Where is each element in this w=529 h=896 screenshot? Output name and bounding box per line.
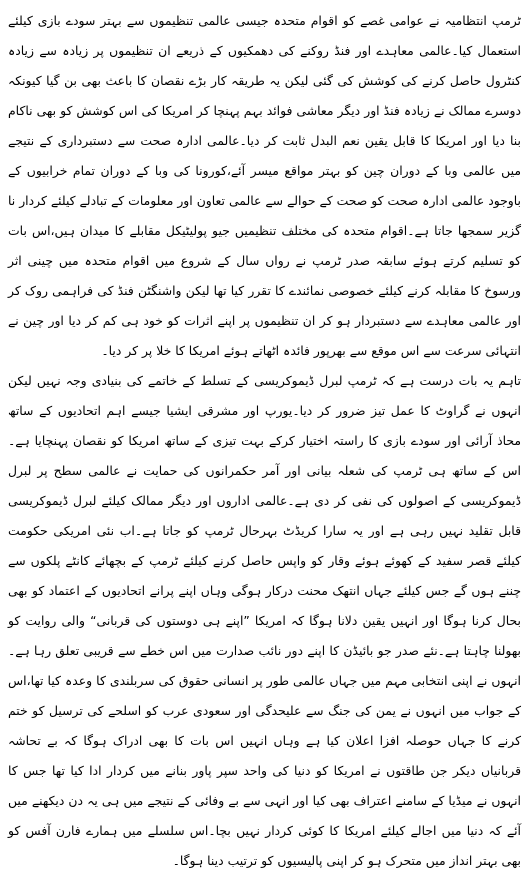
- article-paragraph-2: تاہم یہ بات درست ہے کہ ٹرمپ لبرل ڈیموکریسی کے تسلط کے خاتمے کی بنیادی وجہ نہیں لیکن انہوں نے گراوٹ کا عمل تیز ضرور کر دیا۔یورپ اور مشرقی ایشیا جیسے اہم اتحادیوں کے ساتھ محاذ آرائی اور سودے بازی کا راستہ اختیار کرکے بہت تیزی کے ساتھ امریکا کو نقصان پہنچایا ہے۔اس کے ساتھ ہی ٹرمپ کی شعلہ بیانی اور آمر حکمرانوں کی حمایت نے عالمی سطح پر لبرل ڈیموکریسی کے اصولوں کی نفی کر دی ہے۔عالمی اداروں اور دیگر ممالک کیلئے لبرل ڈیموکریسی قابل تقلید نہیں رہی ہے اور یہ سارا کریڈٹ بہرحال ٹرمپ کو جاتا ہے۔اب نئی امریکی حکومت کیلئے قصر سفید کے کھوئے ہوئے وقار کو واپس حاصل کرنے کیلئے ٹرمپ کے بچھائے کانٹے پلکوں سے چننے ہوں گے جس کیلئے جہاں انتھک محنت درکار ہوگی وہاں اپنے پرانے اتحادیوں کے اعتماد کو بھی بحال کرنا ہوگا اور انہیں یقین دلانا ہوگا کہ امریکا ”اپنے ہی دوستوں کی قربانی“ والی روایت کو بھولنا چاہتا ہے۔نئے صدر جو بائیڈن کا اپنے دور نائب صدارت میں اس خطے سے قریبی تعلق رہا ہے۔انہوں نے اپنی انتخابی مہم میں جہاں عالمی طور پر انسانی حقوق کی سربلندی کا وعدہ کیا تھا،اس کے جواب میں انہوں نے یمن کی جنگ سے علیحدگی اور سعودی عرب کو اسلحے کی ترسیل کو ختم کرنے کا جہاں حوصلہ افزا اعلان کیا ہے وہاں انہیں اس بات کا بھی ادراک ہوگا کہ بے تحاشہ قربانیاں دیکر جن طاقتوں نے امریکا کو دنیا کی واحد سپر پاور بنانے میں کردار ادا کیا تھا جس کا انہوں نے میڈیا کے سامنے اعتراف بھی کیا اور انہی سے بے وفائی کے نتیجے میں ہی یہ دن دیکھنے میں آئے کہ دنیا میں اجالے کیلئے امریکا کا کوئی کردار نہیں بچا۔اس سلسلے میں ہمارے فارن آفس کو بھی بہتر انداز میں متحرک ہو کر اپنی پالیسیوں کو ترتیب دینا ہوگا۔: [8, 373, 521, 868]
- article-body: [8, 6, 521, 876]
- article-paragraph-1: ٹرمپ انتظامیہ نے عوامی غصے کو اقوام متحدہ جیسی عالمی تنظیموں سے بہتر سودے بازی کیلئے استعمال کیا۔عالمی معاہدے اور فنڈ روکنے کی دھمکیوں کے ذریعے ان تنظیموں پر زیادہ سے زیادہ کنٹرول حاصل کرنے کی کوشش کی گئی لیکن یہ طریقہ کار بڑے نقصان کا باعث بھی بن گیا کیونکہ دوسرے ممالک نے زیادہ فنڈ اور دیگر معاشی فوائد بہم پہنچا کر امریکا کی اس کوشش کو بھی ناکام بنا دیا اور امریکا کا قابل یقین نعم البدل ثابت کر دیا۔عالمی ادارہ صحت سے دستبرداری کے نتیجے میں عالمی وبا کے دوران چین کو بہتر مواقع میسر آئے،کورونا کی وبا کے دوران تمام خرابیوں کے باوجود عالمی ادارہ صحت کو صحت کے حوالے سے عالمی تعاون اور معلومات کے تبادلے کیلئے کردار نا گزیر سمجھا جاتا ہے۔اقوام متحدہ کی مختلف تنظیمیں جیو پولیٹیکل مقابلے کا میدان ہیں،اس بات کو تسلیم کرتے ہوئے سابقہ صدر ٹرمپ نے رواں سال کے شروع میں اقوام متحدہ میں چینی اثر ورسوخ کا مقابلہ کرنے کیلئے خصوصی نمائندے کا تقرر کیا تھا لیکن واشنگٹن فنڈ کی فراہمی روک کر اور عالمی معاہدے سے دستبردار ہو کر ان تنظیموں پر اپنے اثرات کو خود ہی کم کر دیا اور چین نے انتہائی سرعت سے اس موقع سے بھرپور فائدہ اٹھاتے ہوئے امریکا کا خلا پر کر دیا۔: [8, 13, 521, 358]
